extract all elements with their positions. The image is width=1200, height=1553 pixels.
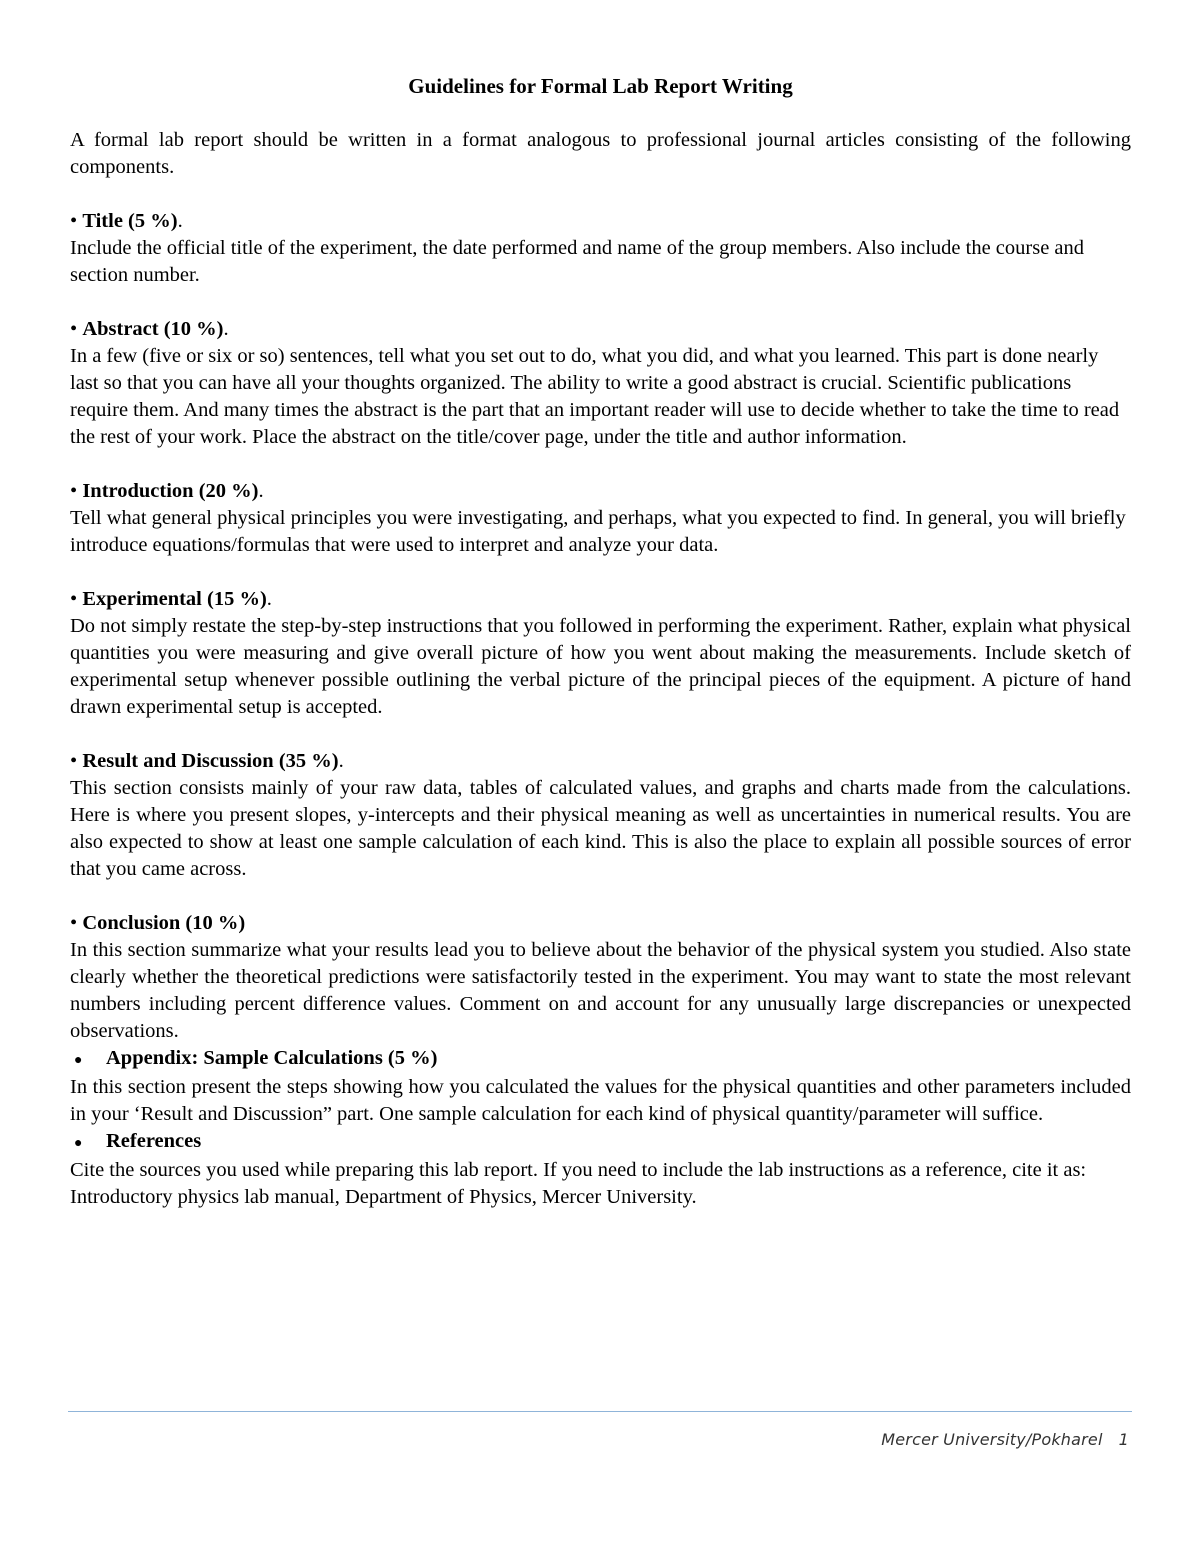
heading-suffix: . (177, 210, 183, 232)
section-heading-label: Result and Discussion (35 %) (82, 750, 339, 772)
bullet: • (70, 210, 78, 232)
section-body: In this section present the steps showing how you calculated the values for the physical quantities and other parameters included in your ‘Result and Discussion” part. One sample calculation for each kind of physical quantity/parameter will suffice. (70, 1076, 1131, 1125)
section-experimental (70, 586, 1131, 721)
section-heading-label: References (106, 1130, 202, 1152)
bullet: ● (74, 1053, 83, 1068)
section-heading (70, 1128, 1131, 1157)
section-conclusion (70, 910, 1131, 1045)
bullet: ● (74, 1136, 83, 1151)
section-body: Include the official title of the experiment, the date performed and name of the group members. Also include the course and section number. (70, 237, 1085, 286)
section-body: In a few (five or six or so) sentences, tell what you set out to do, what you did, and what you learned. This part is done nearly last so that you can have all your thoughts organized. The ability to write a good abstract is crucial. Scientific publications require them. And many times the abstract is the part that an important reader will use to decide whether to take the time to read the rest of your work. Place the abstract on the title/cover page, under the title and author information. (70, 345, 1120, 448)
section-heading-label: Title (5 %) (82, 210, 178, 232)
section-heading (70, 478, 1131, 505)
section-heading (70, 586, 1131, 613)
footer-divider (68, 1411, 1132, 1412)
section-title (70, 208, 1131, 289)
section-body: Do not simply restate the step-by-step instructions that you followed in performing the experiment. Rather, explain what physical quantities you were measuring and give overall picture of how you went about making the measurements. Include sketch of experimental setup whenever possible outlining the verbal picture of the principal pieces of the equipment. A picture of hand drawn experimental setup is accepted. (70, 615, 1131, 718)
section-body: Cite the sources you used while preparing this lab report. If you need to include the lab instructions as a reference, cite it as: Introductory physics lab manual, Department of Physics, Mercer University. (70, 1159, 1087, 1208)
bullet: • (70, 318, 78, 340)
bullet: • (70, 480, 78, 502)
heading-suffix: . (338, 750, 344, 772)
section-heading-label: Experimental (15 %) (82, 588, 267, 610)
section-references (70, 1128, 1131, 1211)
section-heading (70, 316, 1131, 343)
section-heading-label: Appendix: Sample Calculations (5 %) (106, 1047, 438, 1069)
section-heading (70, 1045, 1131, 1074)
bullet: • (70, 912, 78, 934)
section-introduction (70, 478, 1131, 559)
section-heading-label: Introduction (20 %) (82, 480, 259, 502)
section-heading (70, 910, 1131, 937)
heading-suffix: . (266, 588, 272, 610)
intro-paragraph: A formal lab report should be written in a format analogous to professional journal articles consisting of the following components. (70, 129, 1131, 178)
section-heading (70, 748, 1131, 775)
section-abstract (70, 316, 1131, 451)
document-page (70, 72, 1131, 1211)
section-heading-label: Conclusion (10 %) (82, 912, 246, 934)
section-heading (70, 208, 1131, 235)
document-title: Guidelines for Formal Lab Report Writing (408, 74, 793, 98)
section-body: This section consists mainly of your raw data, tables of calculated values, and graphs and charts made from the calculations. Here is where you present slopes, y-intercepts and their physical meaning as well as uncertainties in numerical results. You are also expected to show at least one sample calculation of each kind. This is also the place to explain all possible sources of error that you came across. (70, 777, 1131, 880)
section-body: Tell what general physical principles you were investigating, and perhaps, what you expected to find. In general, you will briefly introduce equations/formulas that were used to interpret and analyze your data. (70, 507, 1126, 556)
section-body: In this section summarize what your results lead you to believe about the behavior of the physical system you studied. Also state clearly whether the theoretical predictions were satisfactorily tested in the experiment. You may want to state the most relevant numbers including percent difference values. Comment on and account for any unusually large discrepancies or unexpected observations. (70, 939, 1131, 1042)
page-number: 1 (1118, 1430, 1129, 1449)
bullet: • (70, 588, 78, 610)
heading-suffix: . (223, 318, 229, 340)
footer-text: Mercer University/Pokharel (881, 1430, 1103, 1449)
page-footer (881, 1430, 1129, 1449)
bullet: • (70, 750, 78, 772)
section-heading-label: Abstract (10 %) (82, 318, 224, 340)
section-result-discussion (70, 748, 1131, 883)
section-appendix (70, 1045, 1131, 1128)
heading-suffix: . (258, 480, 264, 502)
